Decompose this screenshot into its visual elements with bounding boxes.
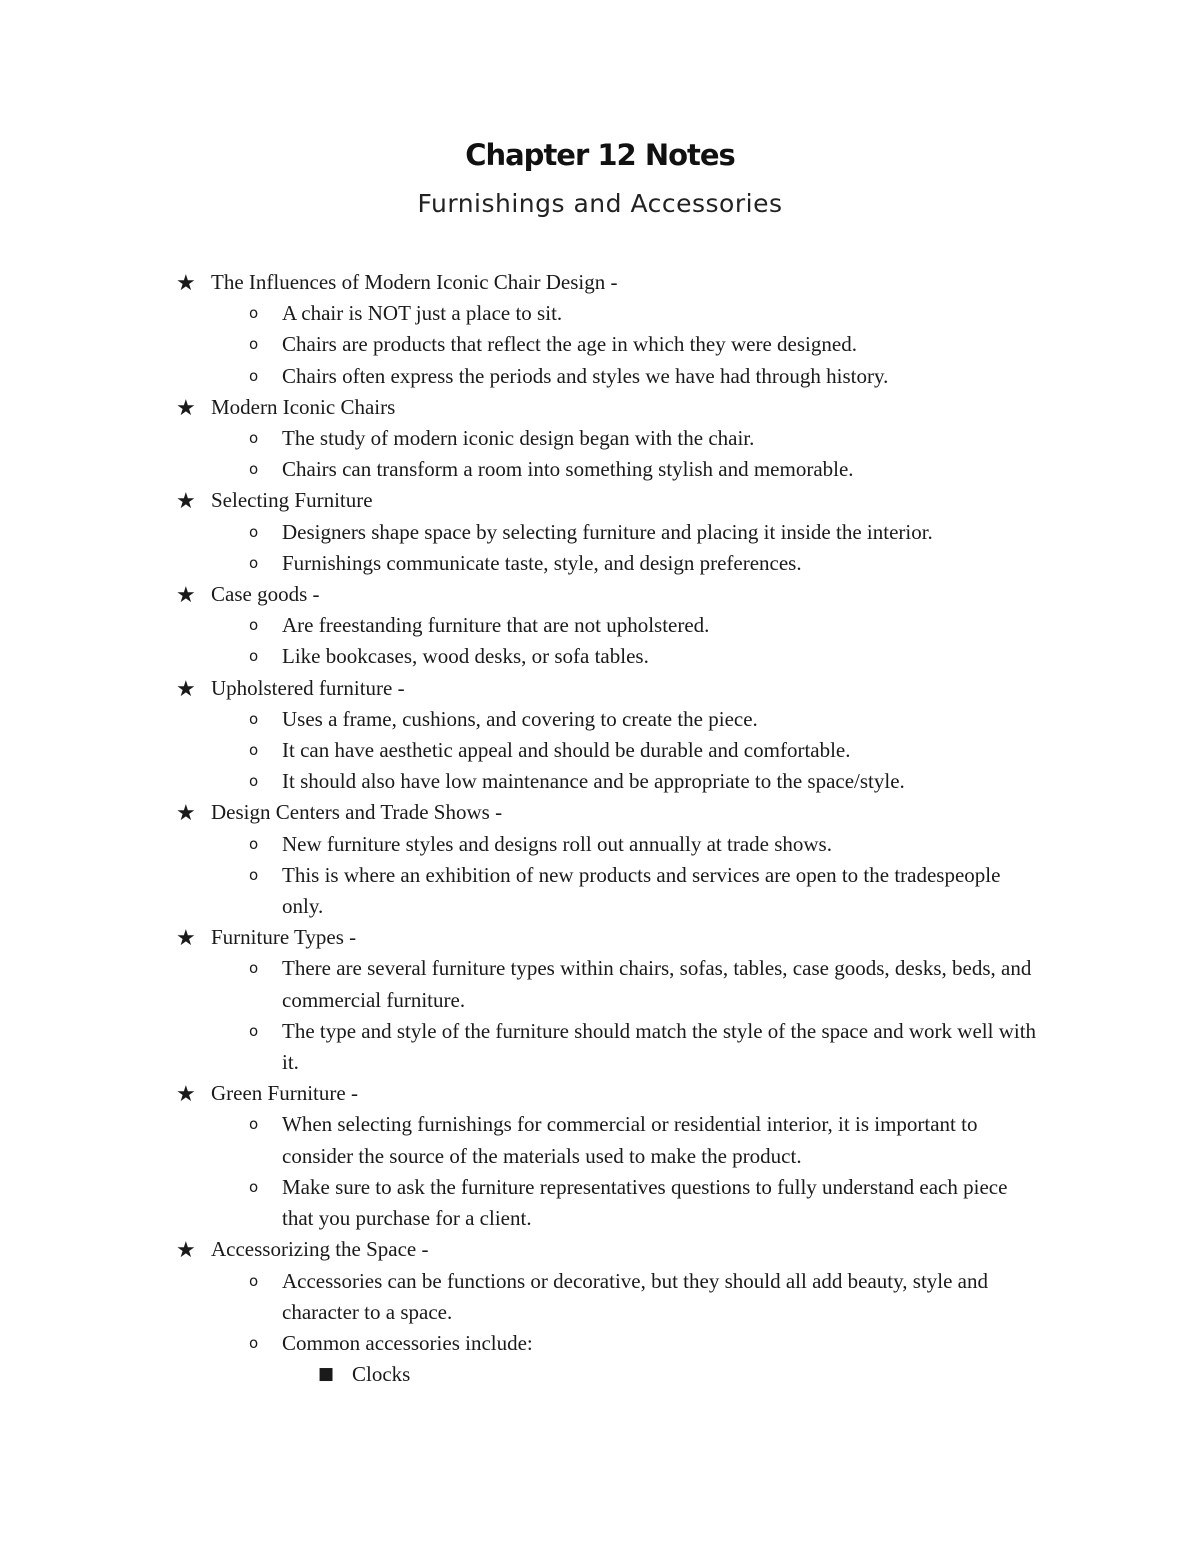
star-bullet-icon: ★ (176, 925, 196, 951)
circle-bullet-icon: o (249, 1333, 259, 1352)
outline-item-text: Furnishings communicate taste, style, and design preferences. (282, 550, 802, 575)
circle-bullet-icon: o (249, 335, 259, 354)
outline-subsubitem (0, 1359, 1052, 1390)
outline-item-text: Selecting Furniture (211, 488, 373, 513)
outline-subitem (0, 1266, 1042, 1328)
outline-item-text: This is where an exhibition of new products and services are open to the tradespeople only. (282, 862, 1001, 919)
circle-bullet-icon: o (249, 304, 259, 323)
outline-subitem (0, 1016, 1042, 1078)
outline-item-text: Chairs often express the periods and styles we have had through history. (282, 363, 889, 388)
star-bullet-icon: ★ (176, 800, 196, 826)
circle-bullet-icon: o (249, 429, 259, 448)
outline-subitem (0, 641, 1042, 672)
outline-heading-item (0, 485, 1091, 516)
outline-subitem (0, 953, 1042, 1015)
outline-subitem (0, 454, 1042, 485)
outline-subitem (0, 704, 1042, 735)
outline-subitem (0, 1172, 1042, 1234)
outline-item-text: Accessorizing the Space - (211, 1237, 429, 1262)
circle-bullet-icon: o (249, 522, 259, 541)
outline-subitem (0, 1328, 1042, 1359)
outline-item-text: Uses a frame, cushions, and covering to create the piece. (282, 706, 758, 731)
outline-heading-item (0, 1078, 1091, 1109)
outline-heading-item (0, 673, 1091, 704)
outline-item-text: The type and style of the furniture should match the style of the space and work well with it. (282, 1018, 1037, 1075)
outline-subitem (0, 829, 1042, 860)
outline-item-text: New furniture styles and designs roll out annually at trade shows. (282, 831, 832, 856)
outline-item-text: There are several furniture types within chairs, sofas, tables, case goods, desks, beds, and commercial furniture. (282, 956, 1032, 1012)
outline-item-text: Like bookcases, wood desks, or sofa tables. (282, 644, 649, 669)
outline-item-text: The Influences of Modern Iconic Chair Design - (211, 270, 618, 294)
outline-item-text: Upholstered furniture - (211, 675, 405, 700)
outline-item-text: Clocks (352, 1362, 411, 1387)
circle-bullet-icon: o (249, 1021, 259, 1040)
circle-bullet-icon: o (249, 553, 259, 572)
outline-subitem (0, 517, 1042, 548)
star-bullet-icon: ★ (176, 675, 196, 701)
square-bullet-icon: ■ (318, 1364, 335, 1385)
outline-subitem (0, 610, 1042, 641)
circle-bullet-icon: o (249, 366, 259, 385)
star-bullet-icon: ★ (176, 488, 196, 514)
outline-heading-item (0, 922, 1091, 953)
circle-bullet-icon: o (249, 709, 259, 728)
outline-item-text: Designers shape space by selecting furniture and placing it inside the interior. (282, 519, 933, 544)
outline-item-text: The study of modern iconic design began with the chair. (282, 426, 755, 451)
circle-bullet-icon: o (249, 647, 259, 666)
outline-item-text: Make sure to ask the furniture representatives questions to fully understand each piece that you purchase for a client. (282, 1174, 1008, 1231)
page-subtitle: Furnishings and Accessories (417, 189, 783, 218)
outline-subitem (0, 548, 1042, 579)
outline-item-text: When selecting furnishings for commercial or residential interior, it is important to consider the source of the materials used to make the product. (282, 1112, 978, 1168)
outline-item-text: Modern Iconic Chairs (211, 394, 396, 419)
outline-subitem (0, 1109, 1042, 1171)
outline-item-text: Furniture Types - (211, 925, 357, 950)
star-bullet-icon: ★ (176, 270, 196, 295)
outline-subitem (0, 735, 1042, 766)
outline-heading-item (0, 579, 1091, 610)
outline-heading-item (0, 392, 1091, 423)
outline-item-text: Are freestanding furniture that are not upholstered. (282, 613, 710, 638)
outline-heading-item (0, 267, 1091, 298)
outline-item-text: Accessories can be functions or decorative, but they should all add beauty, style and character to a space. (282, 1268, 989, 1324)
circle-bullet-icon: o (249, 1115, 259, 1134)
star-bullet-icon: ★ (176, 1081, 196, 1107)
outline-subitem (0, 423, 1042, 454)
outline-item-text: Case goods - (211, 582, 320, 607)
circle-bullet-icon: o (249, 1177, 259, 1196)
outline-heading-item (0, 797, 1091, 828)
circle-bullet-icon: o (249, 959, 259, 978)
star-bullet-icon: ★ (176, 582, 196, 608)
star-bullet-icon: ★ (176, 1237, 196, 1263)
outline-item-text: Green Furniture - (211, 1081, 358, 1106)
outline-item-text: It should also have low maintenance and be appropriate to the space/style. (282, 769, 905, 794)
circle-bullet-icon: o (249, 616, 259, 635)
notes-outline (0, 267, 1200, 1390)
outline-item-text: Chairs can transform a room into something stylish and memorable. (282, 457, 854, 482)
page-title: Chapter 12 Notes (465, 138, 735, 172)
circle-bullet-icon: o (249, 772, 259, 791)
star-bullet-icon: ★ (176, 394, 196, 420)
circle-bullet-icon: o (249, 834, 259, 853)
outline-heading-item (0, 1234, 1091, 1265)
outline-subitem (0, 298, 1042, 329)
outline-item-text: A chair is NOT just a place to sit. (282, 301, 563, 326)
circle-bullet-icon: o (249, 460, 259, 479)
circle-bullet-icon: o (249, 865, 259, 884)
outline-item-text: Chairs are products that reflect the age in which they were designed. (282, 332, 857, 357)
outline-subitem (0, 766, 1042, 797)
outline-item-text: Common accessories include: (282, 1330, 533, 1355)
outline-item-text: It can have aesthetic appeal and should be durable and comfortable. (282, 738, 851, 763)
circle-bullet-icon: o (249, 741, 259, 760)
circle-bullet-icon: o (249, 1271, 259, 1290)
outline-item-text: Design Centers and Trade Shows - (211, 800, 503, 825)
outline-subitem (0, 329, 1042, 360)
outline-subitem (0, 361, 1042, 392)
outline-subitem (0, 860, 1042, 922)
